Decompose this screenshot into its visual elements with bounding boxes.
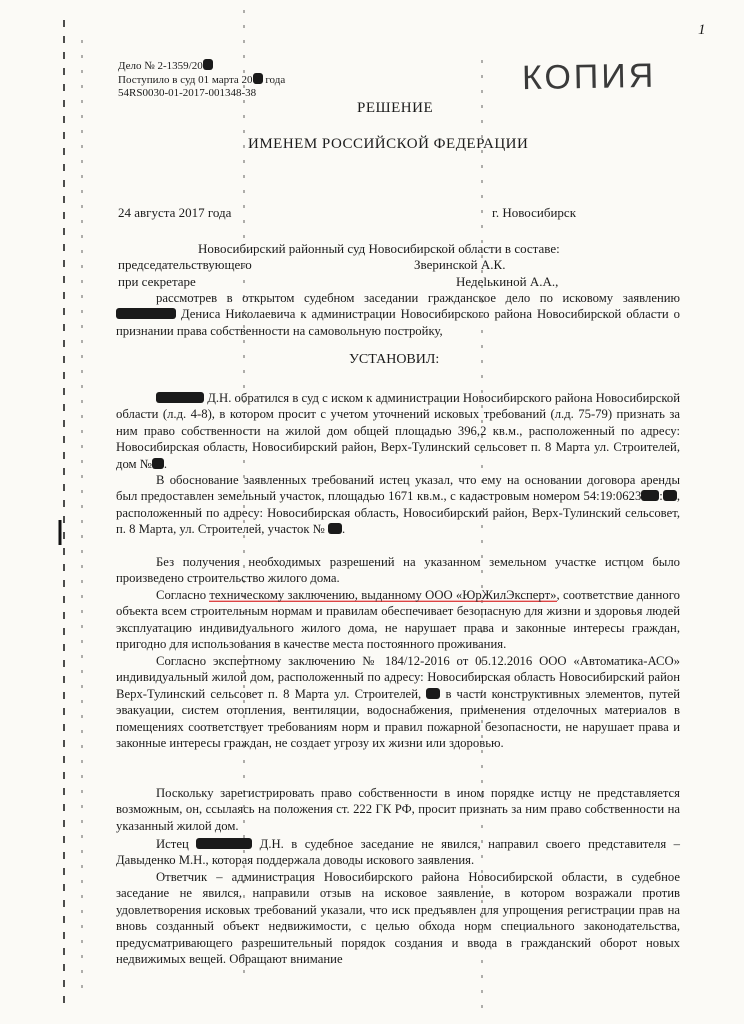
copy-stamp: КОПИЯ [521,56,657,98]
decision-date: 24 августа 2017 года [118,205,232,220]
established-heading: УСТАНОВИЛ: [349,352,440,367]
registration-number: 54RS0030-01-2017-001348-38 [118,87,257,99]
judge-name: Зверинской А.К. [414,257,506,272]
paragraph-technical-opinion: Согласно техническому заключению, выданному ООО «ЮрЖилЭксперт», соответствие данного объекта всем строительным нормам и правилам обеспечивает безопасную для жизни и здоровья людей эксплуатацию индивидуального жилого дома, не нарушает права и законные интересы граждан, пригодно для использования в качестве места постоянного проживания. [116,588,681,652]
received-date: Поступило в суд 01 марта 20 года [118,74,286,86]
case-number: Дело № 2-1359/20 [118,59,213,73]
decision-city: г. Новосибирск [492,205,577,220]
paragraph-defendant: Ответчик – администрация Новосибирского района Новосибирской области, в судебное заседание не явился, направили отзыв на исковое заявление, в котором возражали против удовлетворения исковых требований указали, что иск предъявлен для упрощения регистрации прав на вновь созданный объект недвижимости, с целью обхода норм специального законодательства, предусматривающего разрешительный порядок создания и ввода в гражданский оборот новых недвижимых вещей. Обращают внимание [116,870,680,967]
paragraph-registration: Поскольку зарегистрировать право собственности в ином порядке истцу не представляется возможным, он, ссылаясь на положения ст. 222 ГК РФ, просит признать за ним право собственности на указанный жилой дом. [116,786,680,833]
paragraph-plaintiff: Истец Д.Н. в судебное заседание не явился, направил своего представителя – Давыденко М.Н., которая поддержала доводы искового заявления. [116,837,681,868]
judge-label: председательствующего [118,257,252,272]
paragraph-claim: Д.Н. обратился в суд с иском к администрации Новосибирского района Новосибирской области (л.д. 4-8), в котором просит с учетом уточнений исковых требований (л.д. 75-79) признать за ним право собственности на жилой дом общей площадью 396,2 кв.м., расположенный по адресу: Новосибирская область, Новосибирский район, Верх-Тулинский сельсовет п. 8 Марта ул. Строителей, дом № . [116,391,681,471]
paragraph-construction: Без получения необходимых разрешений на указанном земельном участке истцом было произведено строительство жилого дома. [116,555,680,586]
secretary-name: Недelькиной А.А., [456,274,559,289]
document-title: РЕШЕНИЕ [357,100,434,116]
secretary-label: при секретаре [118,274,196,289]
page-number: 1 [698,22,706,38]
paragraph-grounds: В обоснование заявленных требований истец указал, что ему на основании договора аренды был предоставлен земельный участок, площадью 1671 кв.м., с кадастровым номером 54:19:0623 : , расположенный по адресу: Новосибирская область, Новосибирский район, Верх-Тулинский сельсовет, п. 8 Марта, ул. Строителей, участок № . [116,473,680,537]
paragraph-expert-opinion: Согласно экспертному заключению № 184/12-2016 от 05.12.2016 ООО «Автоматика-АСО» индивидуальный жилой дом, расположенный по адресу: Новосибирская область Новосибирский район Верх-Тулинский сельсовет п. 8 Марта ул. Строителей, в части конструктивных элементов, путей эвакуации, систем отопления, вентиляции, водоснабжения, применения отделочных материалов в помещениях соответствует требованиям норм и правил пожарной безопасности, не нарушает права и законные интересы граждан, не создает угрозу их жизни или здоровью. [116,654,681,751]
intro-paragraph: рассмотрев в открытом судебном заседании гражданское дело по исковому заявлению Дениса Николаевича к администрации Новосибирского района Новосибирской области о признании права собственности на самовольную постройку, [116,291,681,338]
document-subtitle: ИМЕНЕМ РОССИЙСКОЙ ФЕДЕРАЦИИ [248,136,529,152]
court-composition: Новосибирский районный суд Новосибирской области в составе: [198,241,560,256]
